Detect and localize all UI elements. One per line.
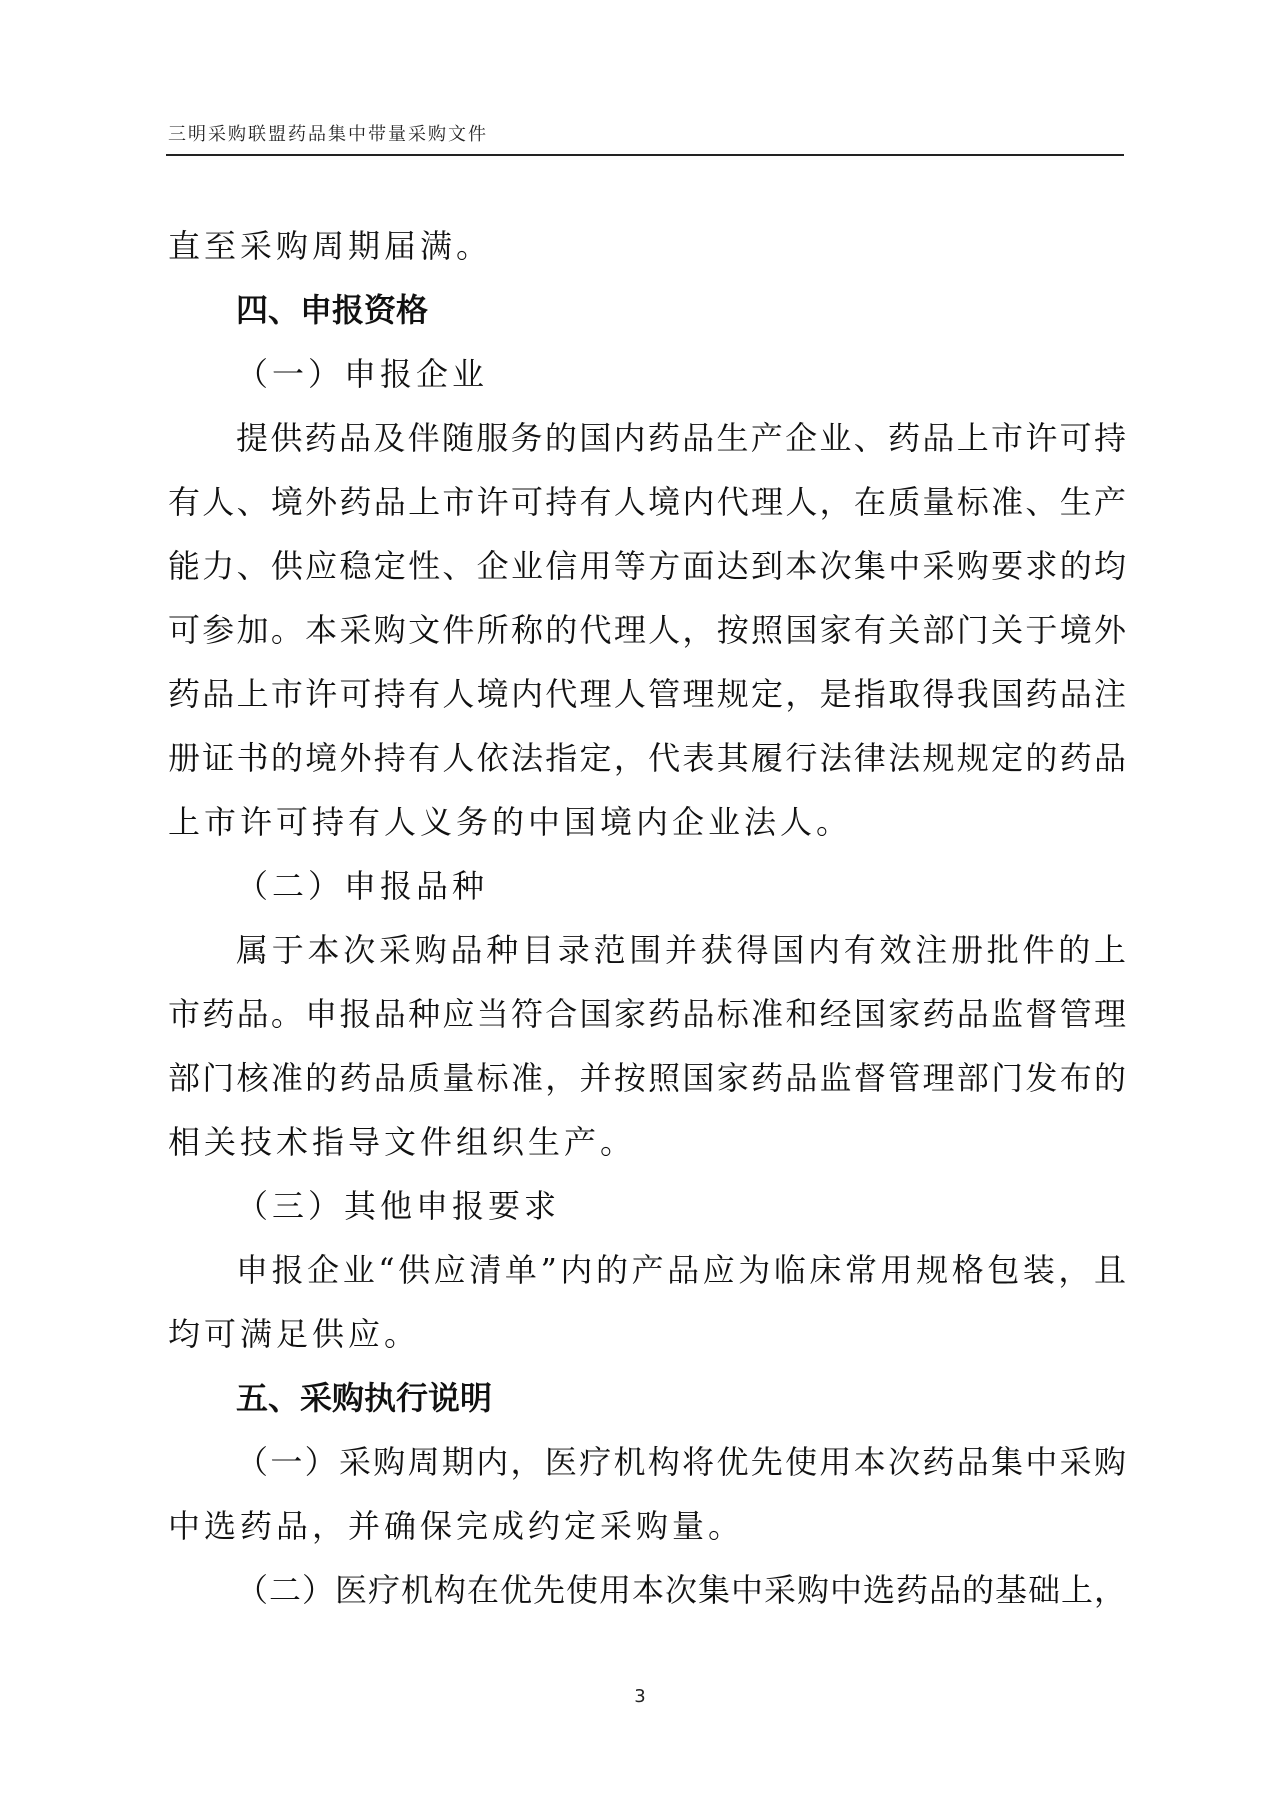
paragraph-line: 属于本次采购品种目录范围并获得国内有效注册批件的上 bbox=[236, 931, 1126, 969]
header-rule bbox=[166, 154, 1124, 156]
paragraph-line: 市药品。申报品种应当符合国家药品标准和经国家药品监督管理 bbox=[168, 995, 1126, 1033]
paragraph-line: 上市许可持有人义务的中国境内企业法人。 bbox=[168, 803, 853, 841]
page-number: 3 bbox=[634, 1686, 646, 1707]
subsection-title: （二）申报品种 bbox=[236, 867, 489, 905]
document-body bbox=[168, 214, 1126, 1622]
paragraph-line: 申报企业“供应清单”内的产品应为临床常用规格包装，且 bbox=[236, 1251, 1126, 1289]
paragraph-line: 相关技术指导文件组织生产。 bbox=[168, 1123, 637, 1161]
paragraph-line: 均可满足供应。 bbox=[168, 1315, 421, 1353]
paragraph-line: （二）医疗机构在优先使用本次集中采购中选药品的基础上， bbox=[236, 1571, 1126, 1609]
paragraph-line: 提供药品及伴随服务的国内药品生产企业、药品上市许可持 bbox=[236, 419, 1126, 457]
paragraph-line: 可参加。本采购文件所称的代理人，按照国家有关部门关于境外 bbox=[168, 611, 1126, 649]
subsection-title: （一）申报企业 bbox=[236, 355, 489, 393]
running-header: 三明采购联盟药品集中带量采购文件 bbox=[168, 124, 488, 145]
subsection-title: （三）其他申报要求 bbox=[236, 1187, 561, 1225]
section-heading: 五、采购执行说明 bbox=[236, 1379, 493, 1417]
paragraph-line: 有人、境外药品上市许可持有人境内代理人，在质量标准、生产 bbox=[168, 483, 1126, 521]
paragraph-line: 能力、供应稳定性、企业信用等方面达到本次集中采购要求的均 bbox=[168, 547, 1126, 585]
paragraph-line: 中选药品，并确保完成约定采购量。 bbox=[168, 1507, 745, 1545]
paragraph-line: （一）采购周期内，医疗机构将优先使用本次药品集中采购 bbox=[236, 1443, 1126, 1481]
paragraph-line: 直至采购周期届满。 bbox=[168, 227, 493, 265]
paragraph-line: 药品上市许可持有人境内代理人管理规定，是指取得我国药品注 bbox=[168, 675, 1126, 713]
paragraph-line: 部门核准的药品质量标准，并按照国家药品监督管理部门发布的 bbox=[168, 1059, 1126, 1097]
paragraph-line: 册证书的境外持有人依法指定，代表其履行法律法规规定的药品 bbox=[168, 739, 1126, 777]
section-heading: 四、申报资格 bbox=[236, 291, 429, 329]
